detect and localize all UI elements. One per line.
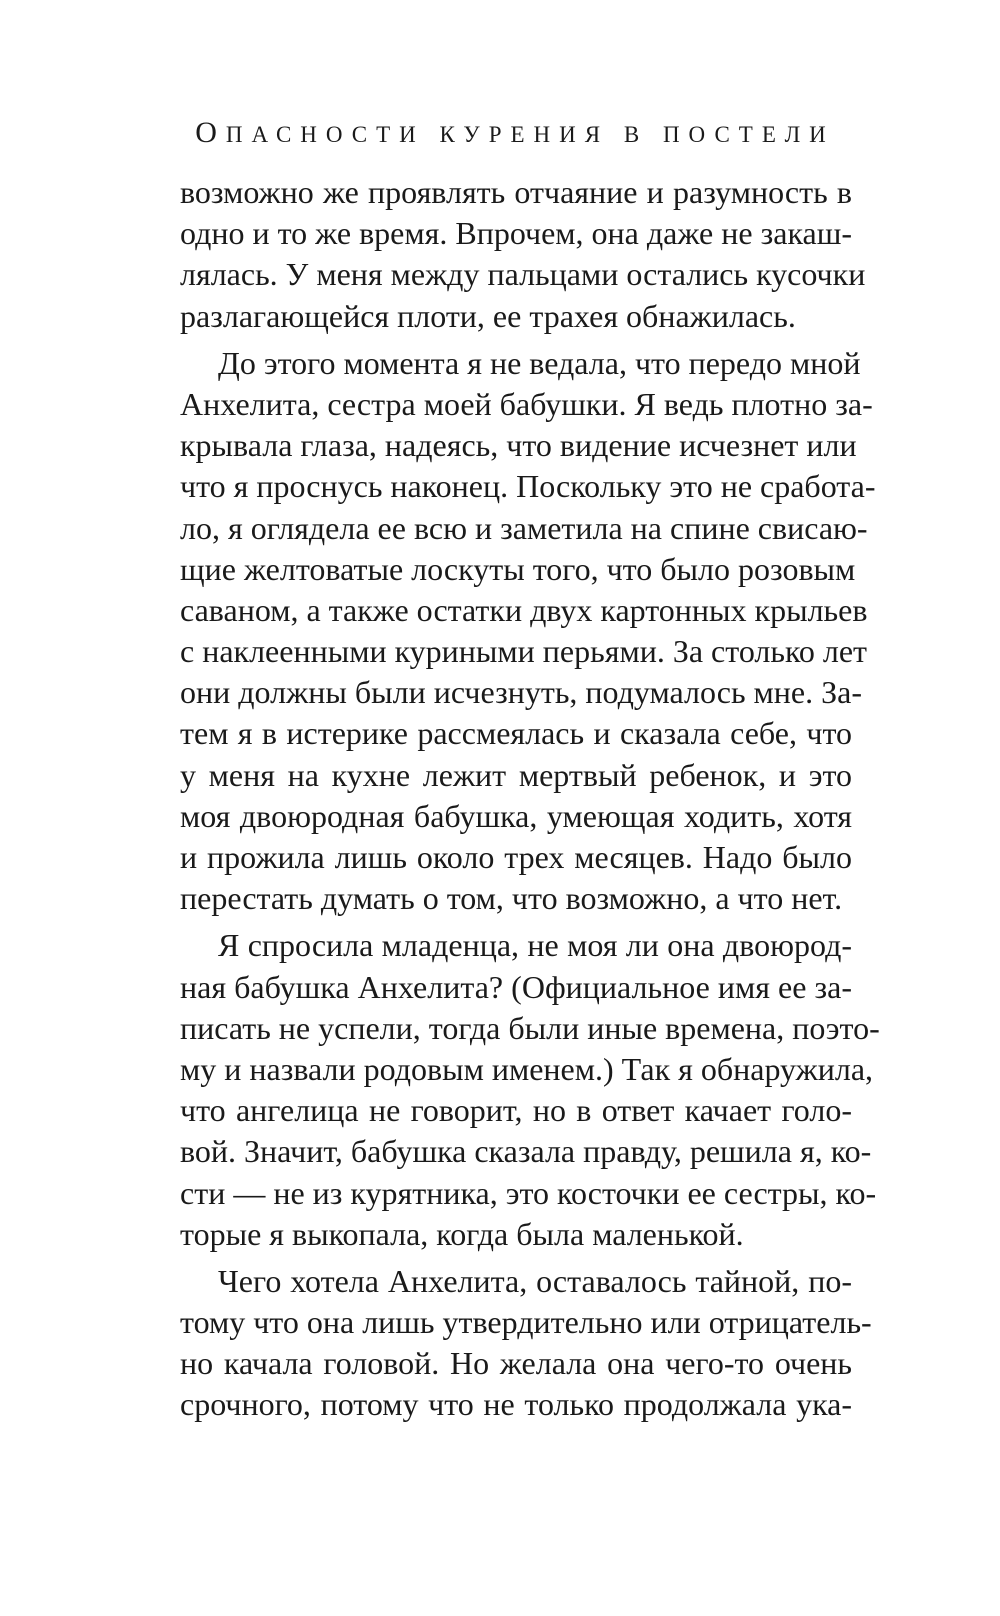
text-line: перестать думать о том, что возможно, а что нет. — [180, 880, 843, 917]
body-text — [180, 172, 880, 1426]
text-line: но качала головой. Но желала она чего-то очень — [180, 1345, 852, 1382]
text-line: ная бабушка Анхелита? (Официальное имя ее за- — [180, 968, 852, 1005]
text-line: писать не успели, тогда были иные времена, поэто- — [180, 1009, 880, 1046]
text-line: срочного, потому что не только продолжала ука- — [180, 1386, 852, 1423]
text-line: моя двоюродная бабушка, умеющая ходить, хотя — [180, 797, 852, 834]
paragraph — [180, 1261, 872, 1426]
text-line: одно и то же время. Впрочем, она даже не закаш- — [180, 215, 852, 252]
paragraph — [180, 172, 866, 337]
text-line: сти — не из курятника, это косточки ее сестры, ко- — [180, 1174, 877, 1211]
text-line: лялась. У меня между пальцами остались кусочки — [180, 256, 866, 293]
text-line: и прожила лишь около трех месяцев. Надо было — [180, 839, 852, 875]
text-line: ло, я оглядела ее всю и заметила на спине свисаю- — [180, 509, 868, 546]
text-line: До этого момента я не ведала, что передо мной — [218, 344, 861, 381]
text-line: они должны были исчезнуть, подумалось мне. За- — [180, 674, 863, 711]
text-line: Чего хотела Анхелита, оставалось тайной, по- — [218, 1262, 852, 1299]
paragraph — [180, 343, 876, 920]
text-line: Я спросила младенца, не моя ли она двоюрод- — [218, 927, 852, 964]
paragraph — [180, 925, 880, 1255]
text-line: тем я в истерике рассмеялась и сказала себе, что — [180, 715, 852, 752]
text-line: вой. Значит, бабушка сказала правду, решила я, ко- — [180, 1133, 872, 1170]
text-line: что я проснусь наконец. Поскольку это не сработа- — [180, 468, 876, 505]
text-line: у меня на кухне лежит мертвый ребенок, и это — [180, 756, 852, 793]
text-line: что ангелица не говорит, но в ответ качает голо- — [180, 1092, 852, 1129]
text-line: саваном, а также остатки двух картонных крыльев — [180, 591, 868, 628]
text-line: возможно же проявлять отчаяние и разумность в — [180, 174, 852, 210]
text-line: тому что она лишь утвердительно или отрицатель- — [180, 1304, 872, 1341]
running-head: ОПАСНОСТИ КУРЕНИЯ В ПОСТЕЛИ — [195, 116, 835, 149]
text-line: крывала глаза, надеясь, что видение исчезнет или — [180, 427, 857, 464]
text-line: Анхелита, сестра моей бабушки. Я ведь плотно за- — [180, 385, 873, 422]
text-line: щие желтоватые лоскуты того, что было розовым — [180, 550, 856, 587]
text-line: торые я выкопала, когда была маленькой. — [180, 1215, 744, 1252]
text-line: разлагающейся плоти, ее трахея обнажилась. — [180, 297, 796, 334]
text-line: с наклеенными куриными перьями. За столько лет — [180, 633, 868, 670]
text-line: му и назвали родовым именем.) Так я обнаружила, — [180, 1050, 874, 1087]
